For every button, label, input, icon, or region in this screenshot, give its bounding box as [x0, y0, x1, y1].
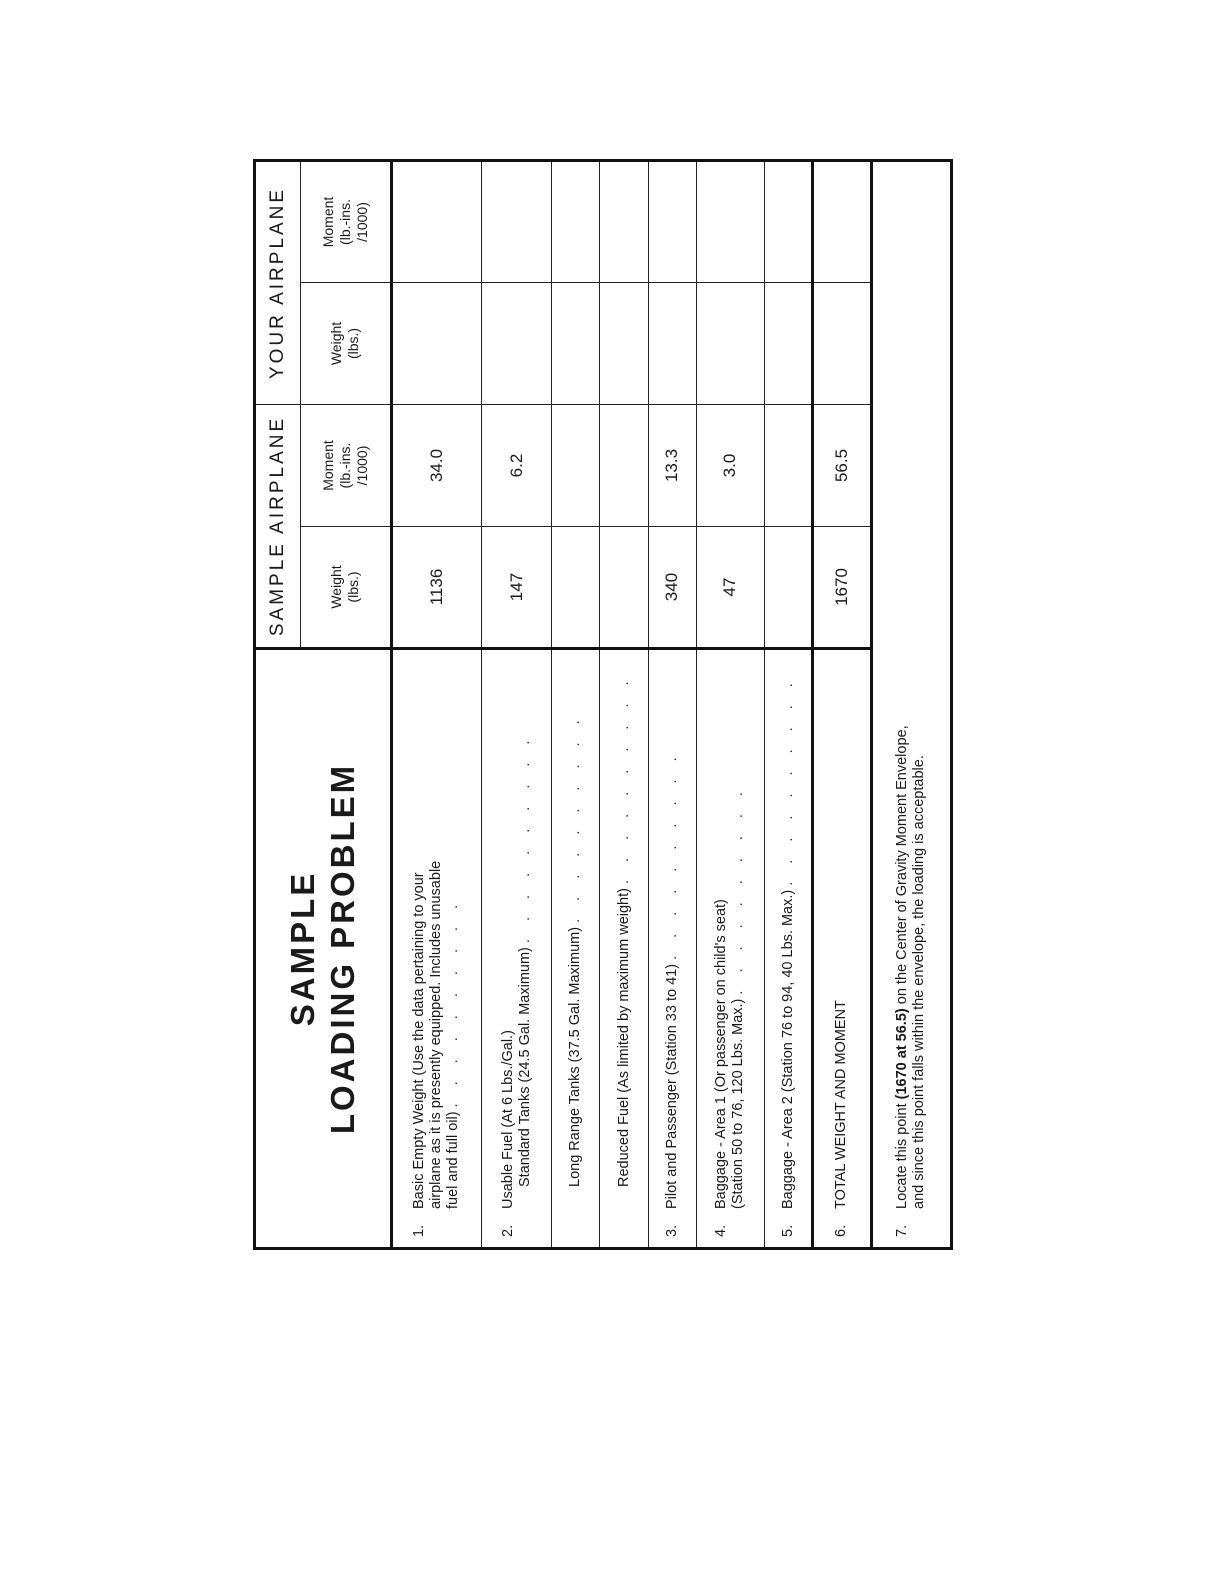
row-description: Long Range Tanks (37.5 Gal. Maximum) . . . . . . . . . . — [552, 649, 600, 1249]
row-description: Reduced Fuel (As limited by maximum weight) . . . . . . . . . . — [600, 649, 648, 1249]
table-row — [648, 160, 696, 1248]
table-row — [481, 160, 551, 1248]
table-row — [600, 160, 648, 1248]
your-total-moment-cell[interactable] — [813, 160, 871, 282]
your-weight-cell[interactable] — [552, 282, 600, 404]
sample-weight-cell — [765, 527, 813, 649]
form-title — [255, 649, 392, 1249]
row-description: 1. Basic Empty Weight (Use the data pertaining to your airplane as it is presently equipped. Includes unusable fuel and full oil) . . . . . . . . . . — [391, 649, 481, 1249]
row-number: 1. — [411, 1224, 428, 1237]
note-cell: 7. Locate this point (1670 at 56.5) on the Center of Gravity Moment Envelope, and since this point falls within the envelope, the loading is acceptable. — [871, 160, 951, 1248]
sample-moment-cell: 13.3 — [648, 404, 696, 526]
sample-weight-cell: 47 — [696, 527, 764, 649]
your-weight-cell[interactable] — [481, 282, 551, 404]
sample-weight-cell: 1136 — [391, 527, 481, 649]
row-number: 7. — [894, 1224, 911, 1237]
row-description: 2. Usable Fuel (At 6 Lbs./Gal.) Standard Tanks (24.5 Gal. Maximum) . . . . . . . . . . — [481, 649, 551, 1249]
sample-weight-cell — [600, 527, 648, 649]
your-moment-cell[interactable] — [481, 160, 551, 282]
your-moment-cell[interactable] — [391, 160, 481, 282]
sample-moment-cell: 6.2 — [481, 404, 551, 526]
table-row — [765, 160, 813, 1248]
row-description: 4. Baggage - Area 1 (Or passenger on child's seat) (Station 50 to 76, 120 Lbs. Max.) . . . . . . . . . . — [696, 649, 764, 1249]
table-row — [391, 160, 481, 1248]
sample-weight-cell: 147 — [481, 527, 551, 649]
note-row — [871, 160, 951, 1248]
table-row — [552, 160, 600, 1248]
row-number: 3. — [663, 1224, 680, 1237]
loading-problem-table — [253, 159, 953, 1250]
sample-moment-cell — [552, 404, 600, 526]
your-moment-header: Moment (lb.-ins. /1000) — [301, 160, 391, 282]
table-row-total — [813, 160, 871, 1248]
your-weight-cell[interactable] — [600, 282, 648, 404]
your-total-weight-cell[interactable] — [813, 282, 871, 404]
sample-moment-cell — [765, 404, 813, 526]
sample-moment-cell — [600, 404, 648, 526]
sample-moment-cell: 3.0 — [696, 404, 764, 526]
row-description — [813, 649, 871, 1249]
total-label: TOTAL WEIGHT AND MOMENT — [833, 1000, 850, 1209]
your-moment-cell[interactable] — [552, 160, 600, 282]
your-moment-cell[interactable] — [648, 160, 696, 282]
sample-weight-header: Weight (lbs.) — [301, 527, 391, 649]
total-weight-cell: 1670 — [813, 527, 871, 649]
your-weight-cell[interactable] — [765, 282, 813, 404]
row-number: 2. — [499, 1224, 516, 1237]
sample-weight-cell: 340 — [648, 527, 696, 649]
sample-moment-cell: 34.0 — [391, 404, 481, 526]
your-weight-header: Weight (lbs.) — [301, 282, 391, 404]
row-description: 3. Pilot and Passenger (Station 33 to 41) . . . . . . . . . . — [648, 649, 696, 1249]
your-moment-cell[interactable] — [765, 160, 813, 282]
your-weight-cell[interactable] — [391, 282, 481, 404]
sample-airplane-header: SAMPLE AIRPLANE — [255, 404, 301, 648]
table-row — [696, 160, 764, 1248]
sample-weight-cell — [552, 527, 600, 649]
total-moment-cell: 56.5 — [813, 404, 871, 526]
cg-point: (1670 at 56.5) — [894, 1008, 911, 1100]
your-weight-cell[interactable] — [648, 282, 696, 404]
loading-problem-sheet — [253, 160, 953, 1250]
row-description: 5. Baggage - Area 2 (Station 76 to 94, 40 Lbs. Max.) . . . . . . . . . . — [765, 649, 813, 1249]
your-moment-cell[interactable] — [600, 160, 648, 282]
title-line-1: SAMPLE — [283, 870, 321, 1027]
your-moment-cell[interactable] — [696, 160, 764, 282]
your-weight-cell[interactable] — [696, 282, 764, 404]
sample-moment-header: Moment (lb.-ins. /1000) — [301, 404, 391, 526]
row-number: 5. — [779, 1224, 796, 1237]
your-airplane-header: YOUR AIRPLANE — [255, 160, 301, 404]
row-number: 6. — [833, 1224, 850, 1237]
row-number: 4. — [713, 1224, 730, 1237]
title-line-2: LOADING PROBLEM — [323, 762, 361, 1135]
